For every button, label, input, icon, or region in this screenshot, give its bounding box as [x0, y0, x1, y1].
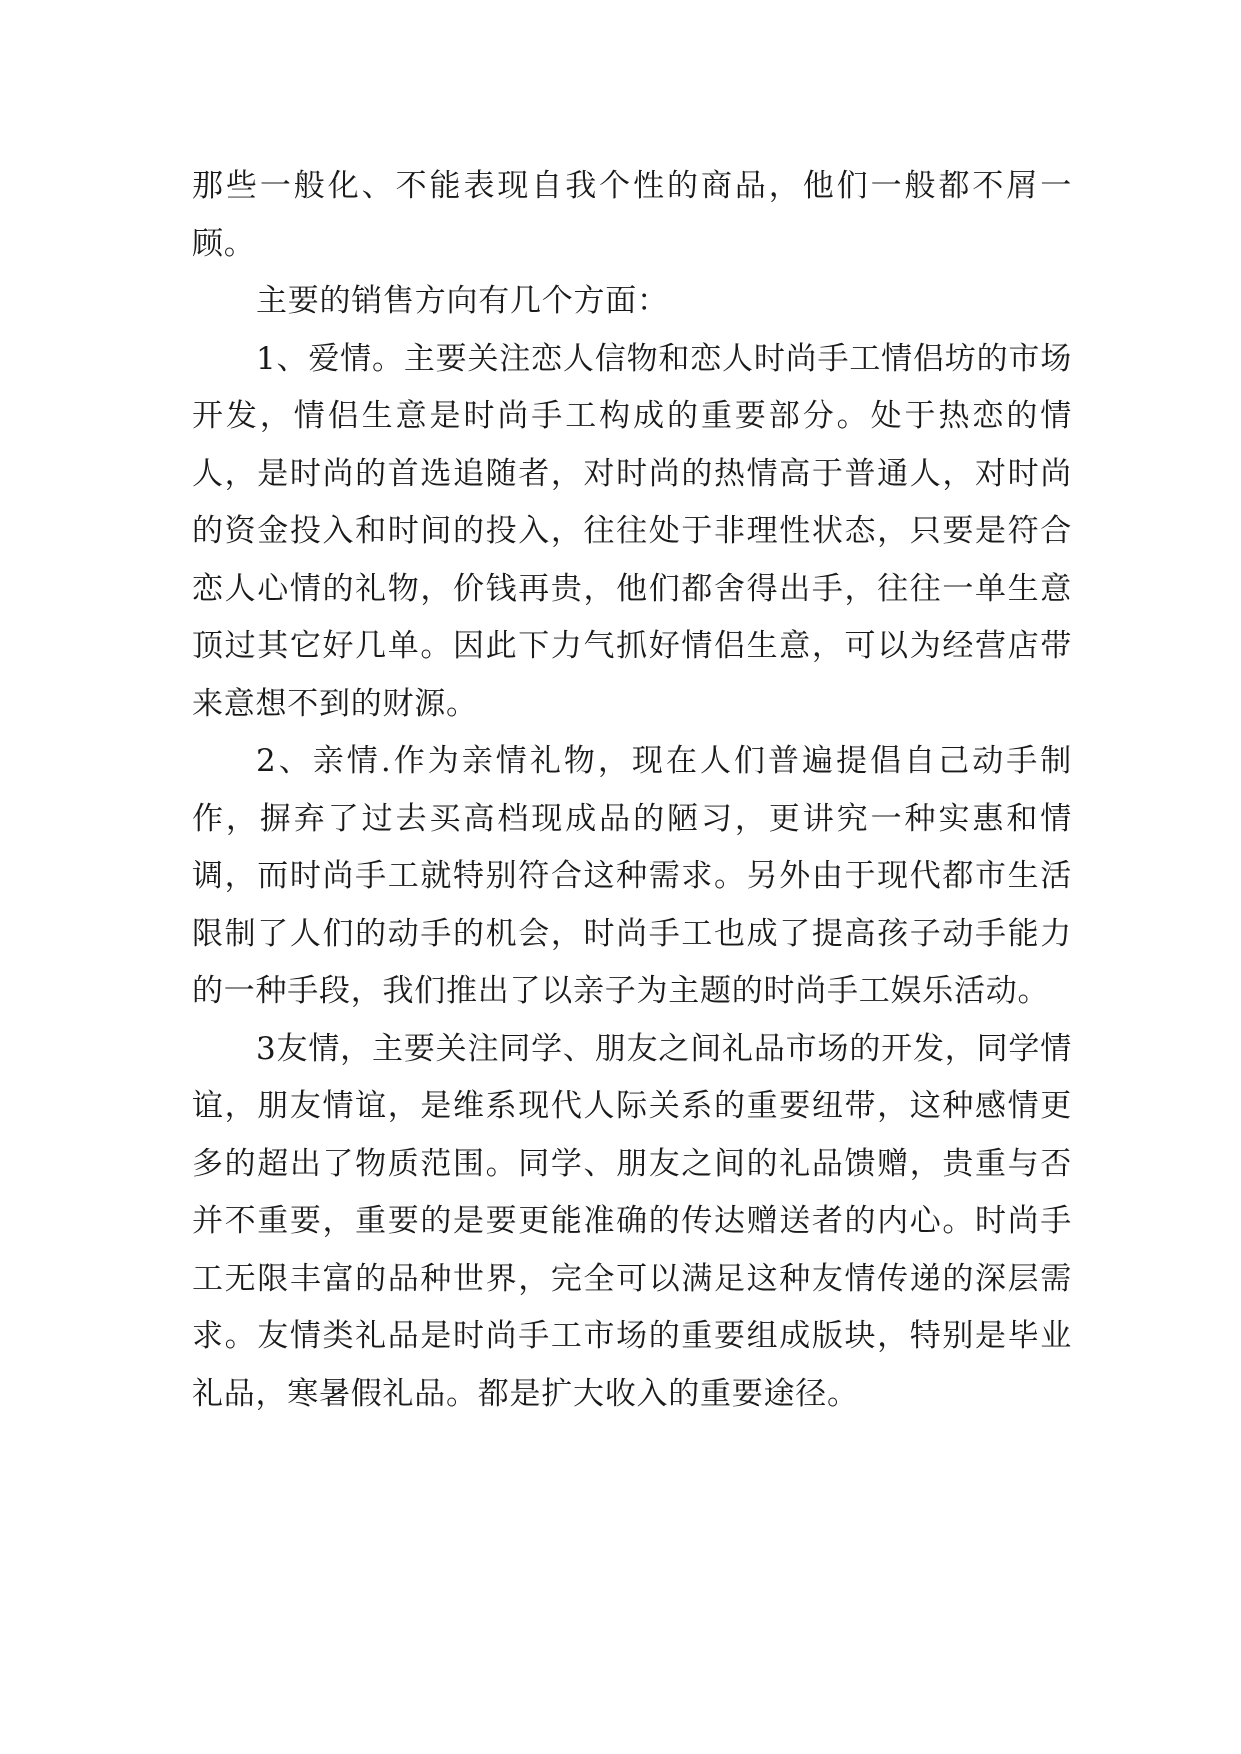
- paragraph-sales-directions-intro: 主要的销售方向有几个方面：: [256, 283, 669, 319]
- paragraph-friendship: 3友情，主要关注同学、朋友之间礼品市场的开发，同学情谊，朋友情谊，是维系现代人际关系的重要纽带，这种感情更多的超出了物质范围。同学、朋友之间的礼品馈赠，贵重与否并不重要，重要的是要更能准确的传达赠送者的内心。时尚手工无限丰富的品种世界，完全可以满足这种友情传递的深层需求。友情类礼品是时尚手工市场的重要组成版块，特别是毕业礼品，寒暑假礼品。都是扩大收入的重要途径。: [192, 1030, 1072, 1412]
- paragraph-continuation: 那些一般化、不能表现自我个性的商品，他们一般都不屑一顾。: [192, 168, 1072, 262]
- paragraph-love: 1、爱情。主要关注恋人信物和恋人时尚手工情侣坊的市场开发，情侣生意是时尚手工构成的重要部分。处于热恋的情人，是时尚的首选追随者，对时尚的热情高于普通人，对时尚的资金投入和时间的投入，往往处于非理性状态，只要是符合恋人心情的礼物，价钱再贵，他们都舍得出手，往往一单生意顶过其它好几单。因此下力气抓好情侣生意，可以为经营店带来意想不到的财源。: [192, 340, 1072, 722]
- paragraph-family: 2、亲情.作为亲情礼物，现在人们普遍提倡自己动手制作，摒弃了过去买高档现成品的陋习，更讲究一种实惠和情调，而时尚手工就特别符合这种需求。另外由于现代都市生活限制了人们的动手的机会，时尚手工也成了提高孩子动手能力的一种手段，我们推出了以亲子为主题的时尚手工娱乐活动。: [192, 743, 1072, 1009]
- document-body: [192, 158, 1072, 1423]
